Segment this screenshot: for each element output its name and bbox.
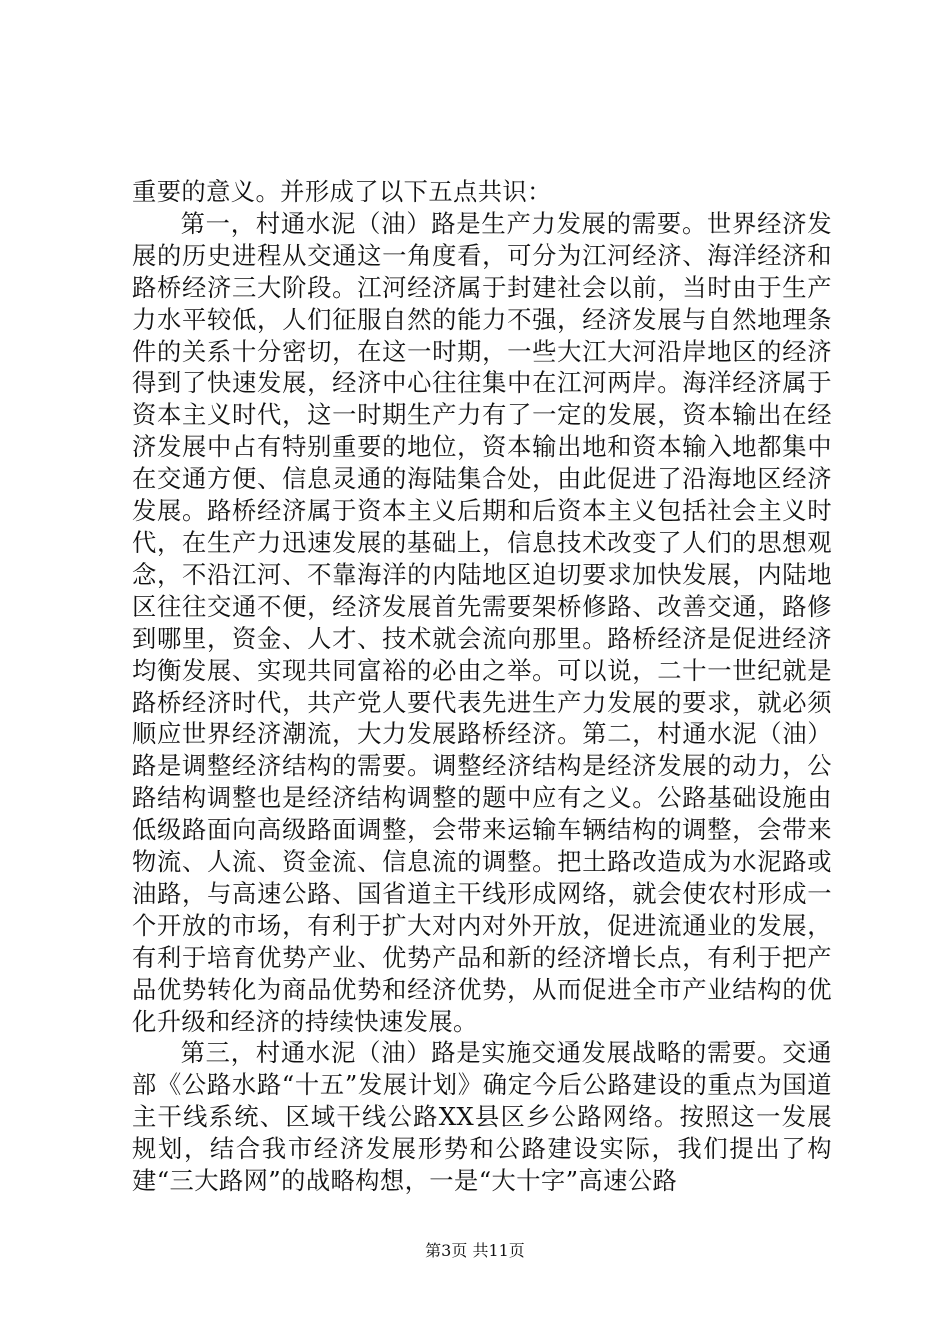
paragraph-intro: 重要的意义。并形成了以下五点共识： <box>132 177 552 206</box>
paragraph-third-point: 第三，村通水泥（油）路是实施交通发展战略的需要。交通部《公路水路“十五”发展计划》确定今后公路建设的重点为国道主干线系统、区域干线公路XX县区乡公路网络。按照这一发展规划，结合我市经济发展形势和公路建设实际，我们提出了构建“三大路网”的战略构想，一是“大十字”高速公路 <box>132 1038 832 1196</box>
paragraph-first-point: 第一，村通水泥（油）路是生产力发展的需要。世界经济发展的历史进程从交通这一角度看，可分为江河经济、海洋经济和路桥经济三大阶段。江河经济属于封建社会以前，当时由于生产力水平较低，人们征服自然的能力不强，经济发展与自然地理条件的关系十分密切，在这一时期，一些大江大河沿岸地区的经济得到了快速发展，经济中心往往集中在江河两岸。海洋经济属于资本主义时代，这一时期生产力有了一定的发展，资本输出在经济发展中占有特别重要的地位，资本输出地和资本输入地都集中在交通方便、信息灵通的海陆集合处，由此促进了沿海地区经济发展。路桥经济属于资本主义后期和后资本主义包括社会主义时代，在生产力迅速发展的基础上，信息技术改变了人们的思想观念，不沿江河、不靠海洋的内陆地区迫切要求加快发展，内陆地区往往交通不便，经济发展首先需要架桥修路、改善交通，路修到哪里，资金、人才、技术就会流向那里。路桥经济是促进经济均衡发展、实现共同富裕的必由之举。可以说，二十一世纪就是路桥经济时代，共产党人要代表先进生产力发展的要求，就必须顺应世界经济潮流，大力发展路桥经济。第二，村通水泥（油）路是调整经济结构的需要。调整经济结构是经济发展的动力，公路结构调整也是经济结构调整的题中应有之义。公路基础设施由低级路面向高级路面调整，会带来运输车辆结构的调整，会带来物流、人流、资金流、信息流的调整。把土路改造成为水泥路或油路，与高速公路、国省道主干线形成网络，就会使农村形成一个开放的市场，有利于扩大对内对外开放，促进流通业的发展，有利于培育优势产业、优势产品和新的经济增长点，有利于把产品优势转化为商品优势和经济优势，从而促进全市产业结构的优化升级和经济的持续快速发展。 <box>132 208 832 1036</box>
page-footer: 第3页 共11页 <box>425 1241 525 1260</box>
document-body <box>132 176 832 1197</box>
